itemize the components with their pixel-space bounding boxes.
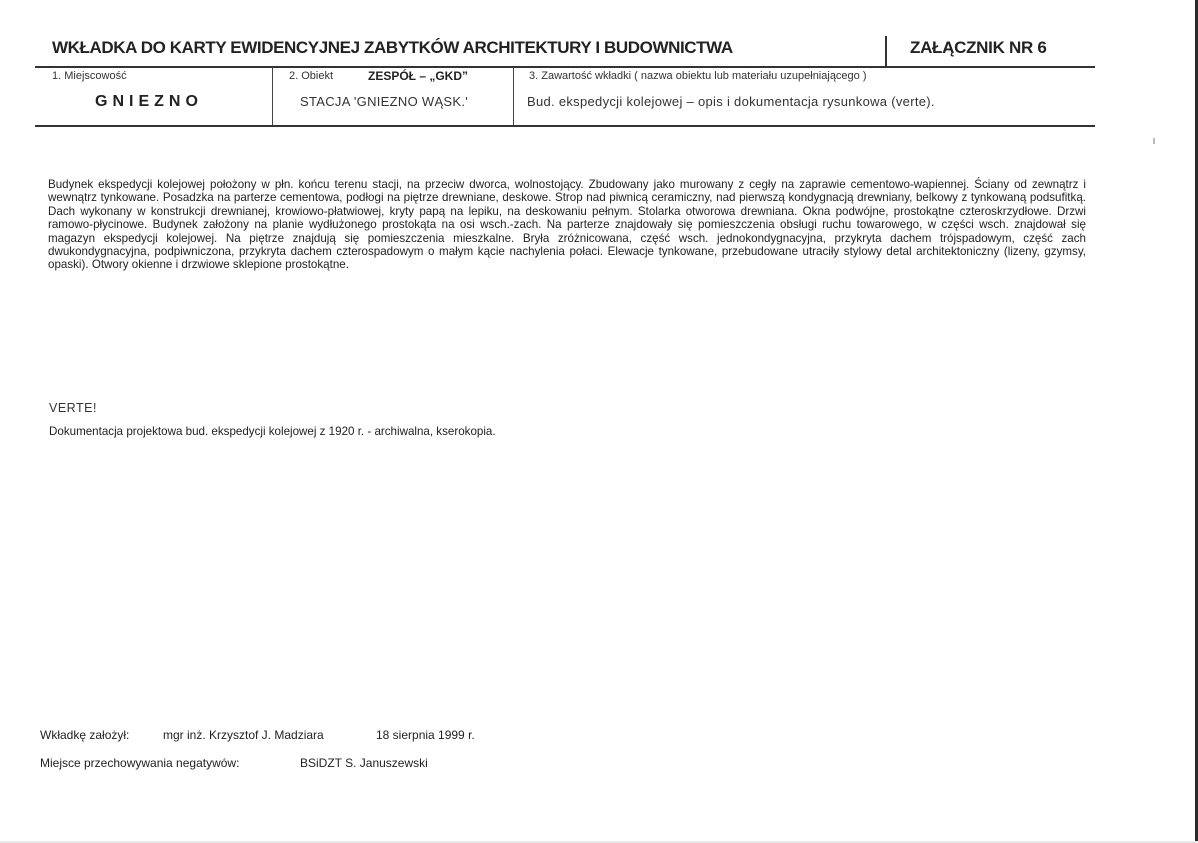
object-group: ZESPÓŁ – „GKD” xyxy=(368,69,469,83)
column-divider-1 xyxy=(272,67,273,126)
scan-speck xyxy=(1153,138,1155,144)
annex-number: ZAŁĄCZNIK NR 6 xyxy=(910,38,1047,57)
object-label: 2. Obiekt xyxy=(289,70,334,82)
created-by-name: mgr inż. Krzysztof J. Madziara xyxy=(163,728,324,742)
object-value: STACJA 'GNIEZNO WĄSK.' xyxy=(300,94,469,109)
created-by-label: Wkładkę założył: xyxy=(40,728,130,742)
header-bottom-rule xyxy=(35,125,1095,127)
column-divider-2 xyxy=(513,67,514,126)
documentation-note: Dokumentacja projektowa bud. ekspedycji kolejowej z 1920 r. - archiwalna, kserokopia. xyxy=(49,425,496,438)
content-label: 3. Zawartość wkładki ( nazwa obiektu lub materiału uzupełniającego ) xyxy=(529,70,867,82)
content-value: Bud. ekspedycji kolejowej – opis i dokumentacja rysunkowa (verte). xyxy=(527,94,935,109)
header-top-rule xyxy=(35,66,1095,68)
locality-label: 1. Miejscowość xyxy=(52,70,127,82)
building-description: Budynek ekspedycji kolejowej położony w płn. końcu terenu stacji, na przeciw dworca, wolnostojący. Zbudowany jako murowany z cegły na zaprawie cementowo-wapiennej. Ściany od zewnątrz i wewnątrz tynkowane. Posadzka na parterze cementowa, podłogi na piętrze drewniane, deskowe. Strop nad piwnicą ceramiczny, nad pierwszą kondygnacją drewniany, belkowy z tynkowaną podsufitką. Dach wykonany w konstrukcji drewnianej, krowiowo-płatwiowej, kryty papą na lepiku, na deskowaniu pełnym. Stolarka otworowa drewniana. Okna podwójne, prostokątne czteroskrzydłowe. Drzwi ramowo-płycinowe. Budynek założony na planie wydłużonego prostokąta na osi wsch.-zach. Na parterze znajdowały się pomieszczenia obsługi ruchu towarowego, w części wsch. znajdował się magazyn ekspedycji kolejowej. Na piętrze znajdują się pomieszczenia mieszkalne. Bryła zróżnicowana, część wsch. jednokondygnacyjna, przykryta dachem trójspadowym, część zach dwukondygnacyjna, podpiwniczona, przykryta dachem czterospadowym o małym kącie nachylenia połaci. Elewacje tynkowane, przebudowane utraciły stylowy detal architektoniczny (lizeny, gzymsy, opaski). Otwory okienne i drzwiowe sklepione prostokątne. xyxy=(48,178,1086,272)
created-date: 18 sierpnia 1999 r. xyxy=(376,728,475,742)
document-title: WKŁADKA DO KARTY EWIDENCYJNEJ ZABYTKÓW ARCHITEKTURY I BUDOWNICTWA xyxy=(52,38,733,57)
negatives-place: BSiDZT S. Januszewski xyxy=(300,756,428,770)
verte-heading: VERTE! xyxy=(49,401,97,415)
locality-value: GNIEZNO xyxy=(95,93,203,110)
title-divider xyxy=(885,36,887,66)
negatives-label: Miejsce przechowywania negatywów: xyxy=(40,756,240,770)
